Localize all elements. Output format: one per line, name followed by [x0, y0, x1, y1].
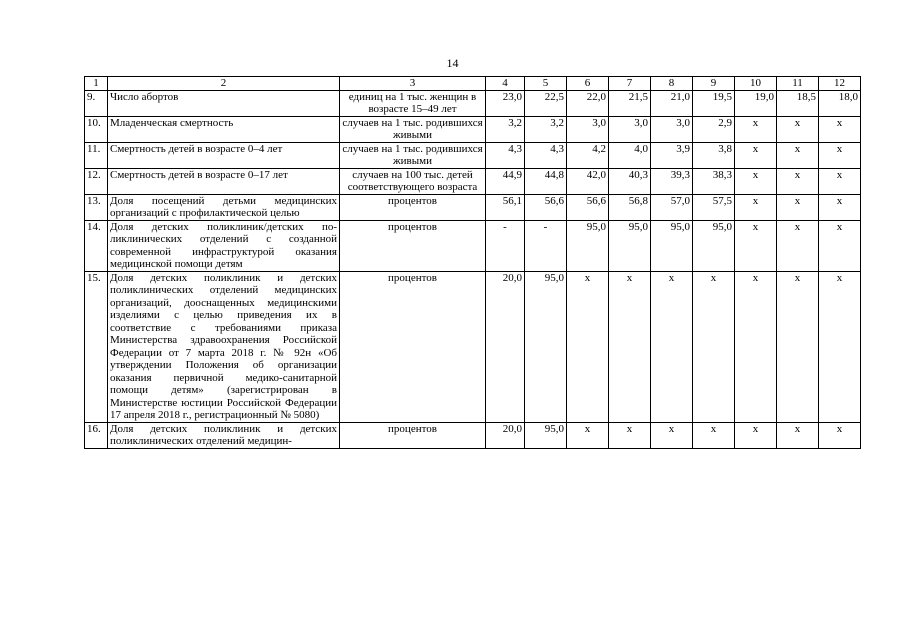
unit-of-measure: случаев на 1 тыс. родившихся живыми: [340, 142, 486, 168]
value-cell: x: [777, 168, 819, 194]
table-row: [85, 142, 861, 168]
value-cell: x: [819, 271, 861, 422]
value-cell: 4,3: [486, 142, 525, 168]
table-row: [85, 168, 861, 194]
value-cell: x: [609, 271, 651, 422]
value-cell: 18,0: [819, 90, 861, 116]
page-number: 14: [446, 56, 459, 70]
value-cell: 42,0: [567, 168, 609, 194]
value-cell: x: [735, 142, 777, 168]
value-cell: 95,0: [525, 422, 567, 448]
value-cell: x: [567, 271, 609, 422]
value-cell: x: [735, 116, 777, 142]
value-cell: x: [567, 422, 609, 448]
column-header: 11: [777, 77, 819, 91]
value-cell: -: [525, 220, 567, 271]
unit-of-measure: случаев на 1 тыс. родившихся живыми: [340, 116, 486, 142]
value-cell: 44,9: [486, 168, 525, 194]
value-cell: x: [819, 116, 861, 142]
unit-of-measure: процентов: [340, 271, 486, 422]
value-cell: x: [819, 220, 861, 271]
row-number: 11.: [85, 142, 108, 168]
row-number: 14.: [85, 220, 108, 271]
value-cell: 95,0: [693, 220, 735, 271]
table-row: [85, 90, 861, 116]
indicators-table: [84, 76, 861, 449]
value-cell: x: [735, 168, 777, 194]
value-cell: x: [819, 168, 861, 194]
value-cell: 39,3: [651, 168, 693, 194]
indicator-name: Младенческая смертность: [108, 116, 340, 142]
value-cell: 95,0: [525, 271, 567, 422]
value-cell: x: [777, 271, 819, 422]
unit-of-measure: единиц на 1 тыс. женщин в возрасте 15–49 лет: [340, 90, 486, 116]
table-row: [85, 271, 861, 422]
value-cell: 21,5: [609, 90, 651, 116]
row-number: 12.: [85, 168, 108, 194]
value-cell: x: [609, 422, 651, 448]
value-cell: 3,0: [609, 116, 651, 142]
row-number: 16.: [85, 422, 108, 448]
column-header: 2: [108, 77, 340, 91]
value-cell: x: [777, 220, 819, 271]
value-cell: 57,5: [693, 194, 735, 220]
value-cell: 44,8: [525, 168, 567, 194]
column-header: 8: [651, 77, 693, 91]
column-header: 5: [525, 77, 567, 91]
value-cell: 56,6: [525, 194, 567, 220]
value-cell: x: [735, 220, 777, 271]
value-cell: x: [735, 422, 777, 448]
column-header: 12: [819, 77, 861, 91]
value-cell: 22,0: [567, 90, 609, 116]
value-cell: x: [777, 142, 819, 168]
column-header: 4: [486, 77, 525, 91]
value-cell: 22,5: [525, 90, 567, 116]
value-cell: 18,5: [777, 90, 819, 116]
value-cell: 56,1: [486, 194, 525, 220]
value-cell: x: [819, 142, 861, 168]
row-number: 9.: [85, 90, 108, 116]
value-cell: -: [486, 220, 525, 271]
value-cell: 19,5: [693, 90, 735, 116]
indicator-name: Смертность детей в возрасте 0–4 лет: [108, 142, 340, 168]
unit-of-measure: случаев на 100 тыс. детей соответствующего возраста: [340, 168, 486, 194]
indicator-name: Смертность детей в возрасте 0–17 лет: [108, 168, 340, 194]
value-cell: x: [819, 422, 861, 448]
indicator-name: Доля посещений детьми медицинских организаций с профилактической целью: [108, 194, 340, 220]
value-cell: 3,0: [651, 116, 693, 142]
value-cell: 20,0: [486, 422, 525, 448]
value-cell: 21,0: [651, 90, 693, 116]
value-cell: 56,8: [609, 194, 651, 220]
value-cell: 2,9: [693, 116, 735, 142]
value-cell: 95,0: [651, 220, 693, 271]
value-cell: x: [735, 194, 777, 220]
indicator-name: Число абортов: [108, 90, 340, 116]
value-cell: x: [693, 271, 735, 422]
unit-of-measure: процентов: [340, 422, 486, 448]
column-header: 1: [85, 77, 108, 91]
value-cell: 57,0: [651, 194, 693, 220]
indicator-name: Доля детских поликлиник и детских поликлинических отделений медицинских организаций, дооснащенных медицинскими изделиями с целью приведения их в соответствие с требованиями приказа Министерства здравоохранения Российской Федерации от 7 марта 2018 г. № 92н «Об утверждении Положения об организации оказания первичной медико-санитарной помощи детям» (зарегистрирован в Министерстве юстиции Российской Федерации 17 апреля 2018 г., регистрационный № 5080): [108, 271, 340, 422]
value-cell: 95,0: [609, 220, 651, 271]
value-cell: x: [735, 271, 777, 422]
column-header: 6: [567, 77, 609, 91]
value-cell: 95,0: [567, 220, 609, 271]
table-header-row: [85, 77, 861, 91]
value-cell: 38,3: [693, 168, 735, 194]
value-cell: x: [819, 194, 861, 220]
table-row: [85, 220, 861, 271]
value-cell: 20,0: [486, 271, 525, 422]
unit-of-measure: процентов: [340, 220, 486, 271]
unit-of-measure: процентов: [340, 194, 486, 220]
value-cell: x: [777, 422, 819, 448]
value-cell: 4,3: [525, 142, 567, 168]
value-cell: 3,2: [486, 116, 525, 142]
value-cell: 3,2: [525, 116, 567, 142]
row-number: 13.: [85, 194, 108, 220]
value-cell: 4,0: [609, 142, 651, 168]
column-header: 3: [340, 77, 486, 91]
table-row: [85, 194, 861, 220]
value-cell: 3,9: [651, 142, 693, 168]
value-cell: 23,0: [486, 90, 525, 116]
value-cell: 3,8: [693, 142, 735, 168]
column-header: 9: [693, 77, 735, 91]
row-number: 15.: [85, 271, 108, 422]
table-row: [85, 116, 861, 142]
value-cell: x: [651, 422, 693, 448]
value-cell: 40,3: [609, 168, 651, 194]
value-cell: 19,0: [735, 90, 777, 116]
indicator-name: Доля детских поликлиник/детских поликлинических отделений с созданной современной инфраструктурой оказания медицинской помощи детям: [108, 220, 340, 271]
indicator-name: Доля детских поликлиник и детских поликлинических отделений медицин-: [108, 422, 340, 448]
value-cell: 56,6: [567, 194, 609, 220]
value-cell: x: [777, 116, 819, 142]
value-cell: 3,0: [567, 116, 609, 142]
row-number: 10.: [85, 116, 108, 142]
value-cell: x: [777, 194, 819, 220]
value-cell: 4,2: [567, 142, 609, 168]
column-header: 10: [735, 77, 777, 91]
column-header: 7: [609, 77, 651, 91]
table-row: [85, 422, 861, 448]
value-cell: x: [651, 271, 693, 422]
value-cell: x: [693, 422, 735, 448]
